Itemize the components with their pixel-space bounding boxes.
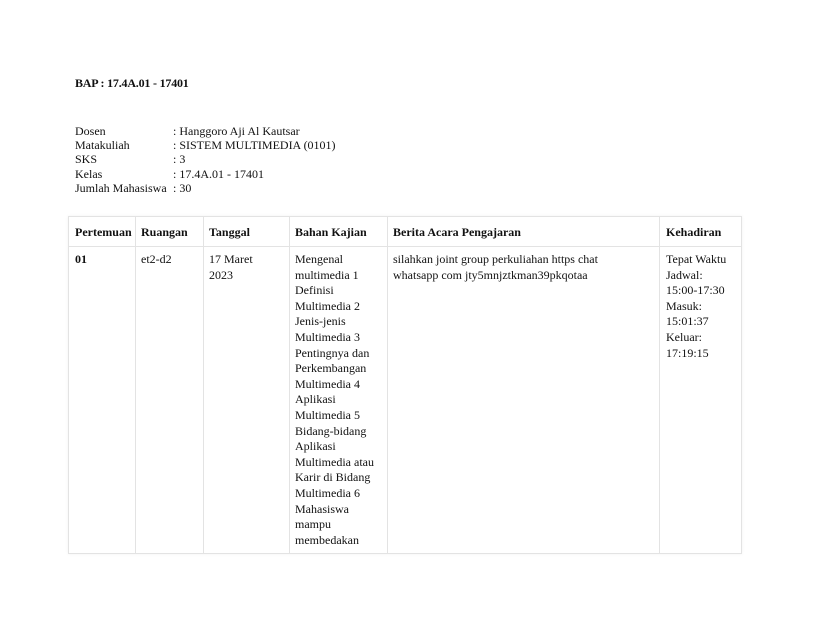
cell-berita-acara: silahkan joint group perkuliahan https chat whatsapp com jty5mnjztkman39pkqotaa <box>393 252 598 282</box>
cell-tanggal: 17 Maret 2023 <box>209 252 253 282</box>
page-title: BAP : 17.4A.01 - 17401 <box>75 76 189 90</box>
cell-kehadiran: Tepat Waktu Jadwal: 15:00-17:30 Masuk: 15:01:37 Keluar: 17:19:15 <box>666 252 727 360</box>
info-value: : Hanggoro Aji Al Kautsar <box>173 124 300 138</box>
column-divider <box>135 217 136 553</box>
info-label: Matakuliah <box>75 138 130 153</box>
info-label: SKS <box>75 152 98 167</box>
cell-ruangan: et2-d2 <box>141 252 172 266</box>
info-row-dosen <box>75 124 336 138</box>
header-ruangan: Ruangan <box>141 225 188 239</box>
cell-pertemuan: 01 <box>75 252 87 266</box>
info-row-jumlah-mahasiswa <box>75 181 336 195</box>
bap-table <box>68 216 742 554</box>
table-header <box>69 217 741 247</box>
header-kehadiran: Kehadiran <box>666 225 722 239</box>
info-label: Kelas <box>75 166 103 181</box>
info-value: : 30 <box>173 180 192 195</box>
column-divider <box>659 217 660 553</box>
cell-bahan-kajian: Mengenal multimedia 1 Definisi Multimedia 2 Jenis-jenis Multimedia 3 Pentingnya dan Perkembangan Multimedia 4 Aplikasi Multimedia 5 Bidang-bidang Aplikasi Multimedia atau Karir di Bidang Multimedia 6 Mahasiswa mampu membedakan <box>295 252 374 547</box>
info-label: Jumlah Mahasiswa <box>75 180 167 195</box>
info-value: : 17.4A.01 - 17401 <box>173 166 264 181</box>
info-row-kelas <box>75 167 336 181</box>
info-row-sks <box>75 152 336 166</box>
column-divider <box>387 217 388 553</box>
header-tanggal: Tanggal <box>209 225 250 239</box>
header-pertemuan: Pertemuan <box>75 225 132 239</box>
info-row-matakuliah <box>75 138 336 152</box>
column-divider <box>203 217 204 553</box>
info-label: Dosen <box>75 124 106 138</box>
info-value: : 3 <box>173 152 186 167</box>
header-bahan-kajian: Bahan Kajian <box>295 225 367 239</box>
column-divider <box>289 217 290 553</box>
info-value: : SISTEM MULTIMEDIA (0101) <box>173 138 336 153</box>
header-berita-acara: Berita Acara Pengajaran <box>393 225 521 239</box>
course-info <box>75 124 336 195</box>
